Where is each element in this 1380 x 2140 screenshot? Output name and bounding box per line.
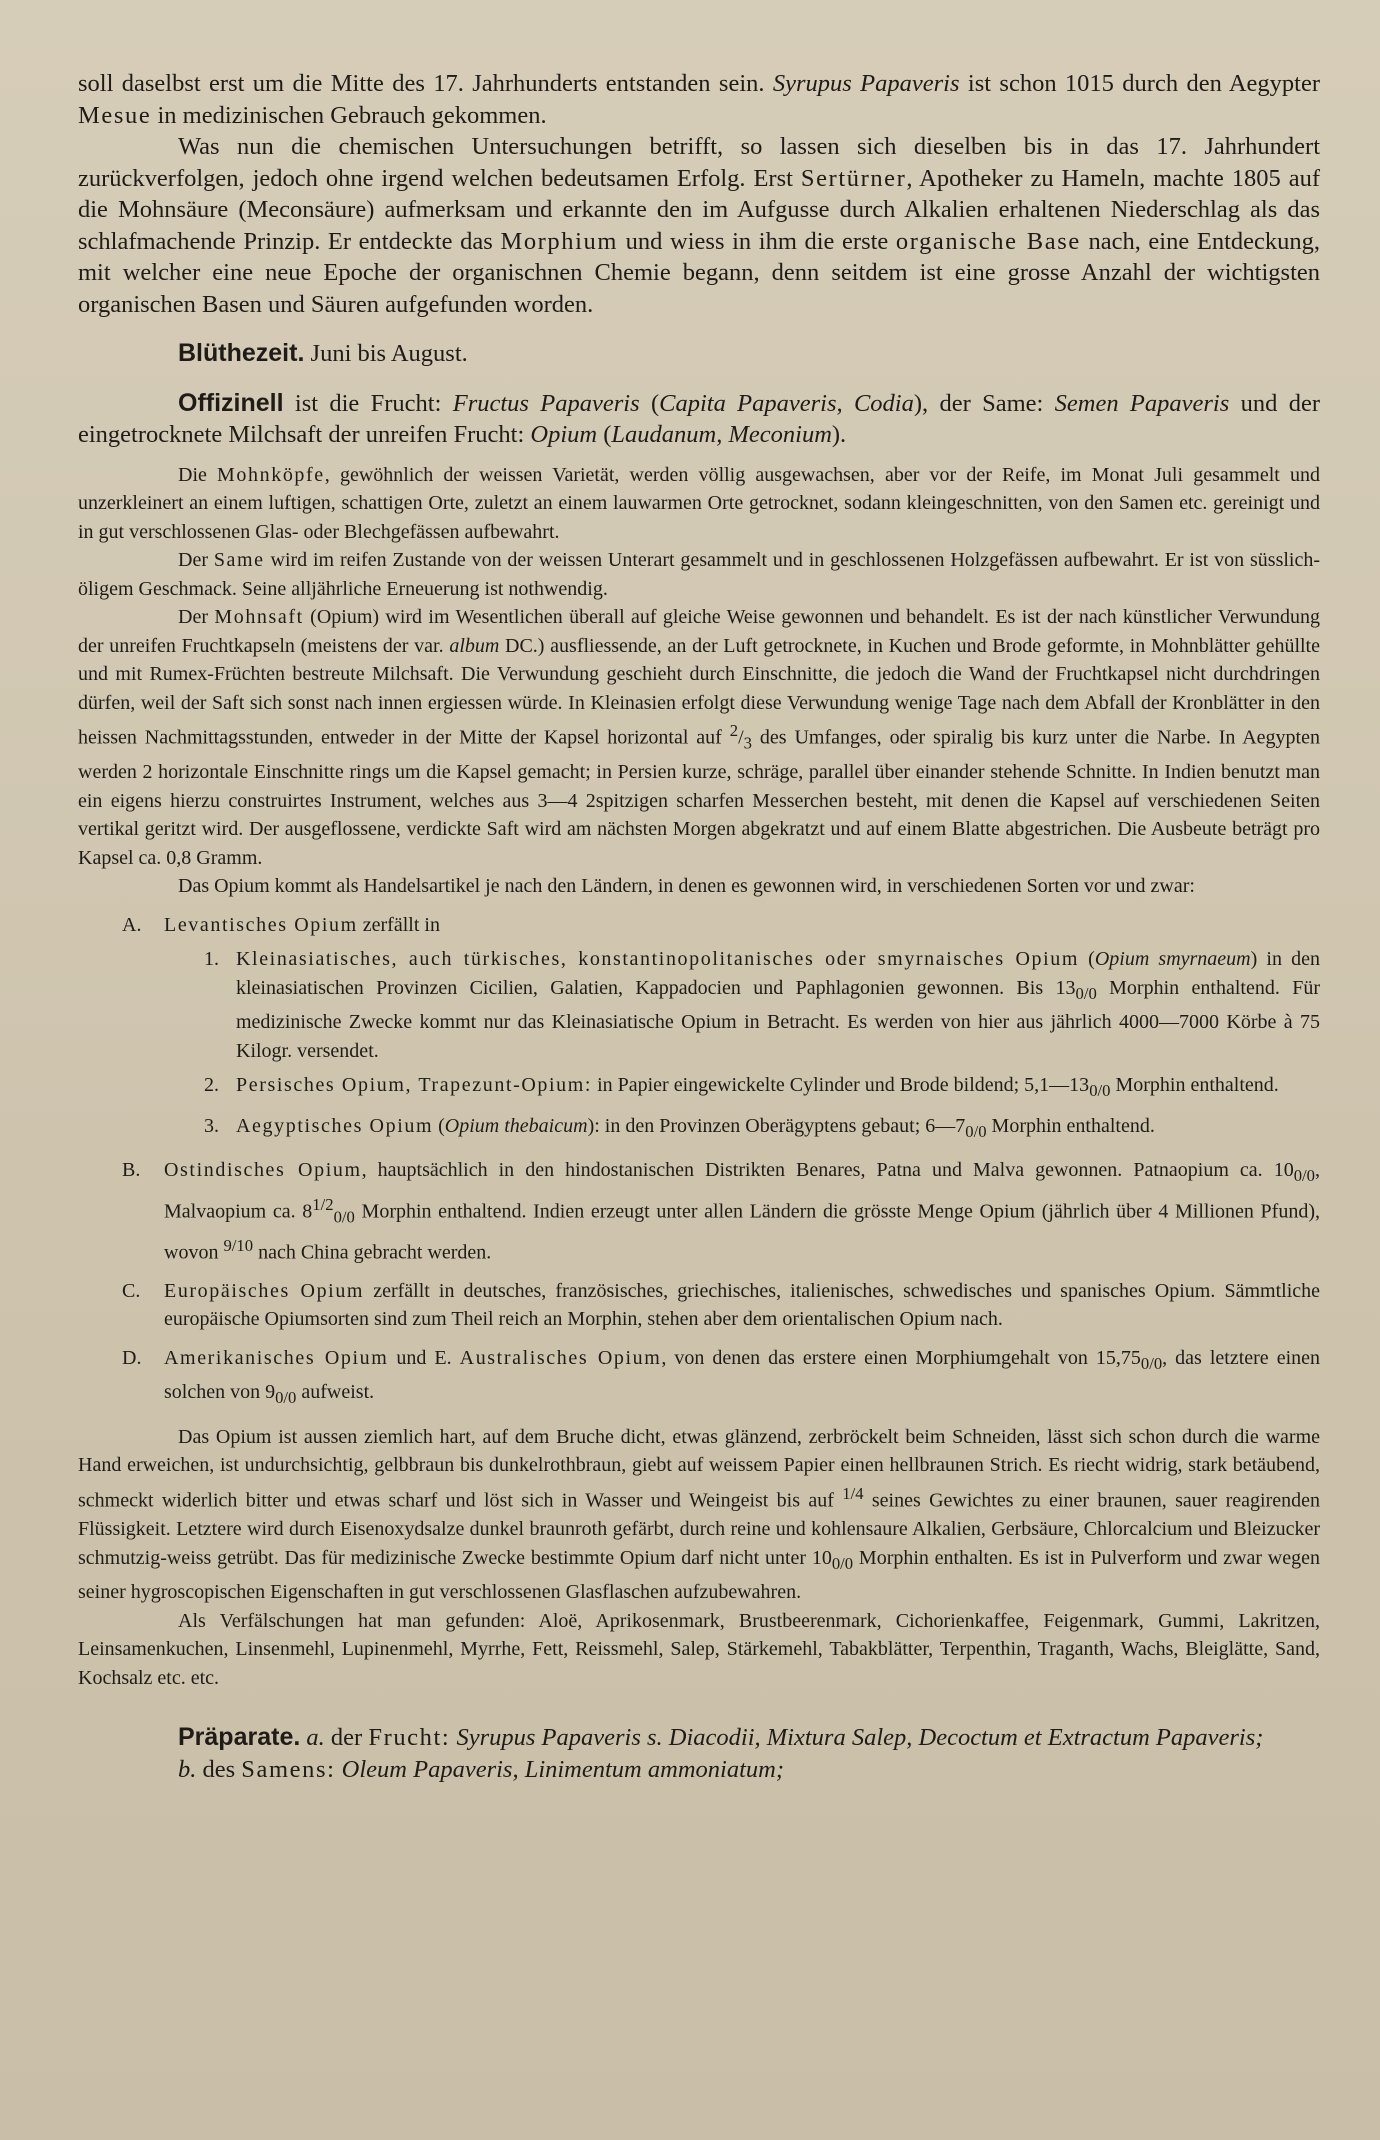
text-run: Die	[178, 463, 218, 486]
text-run: ): in den Provinzen Oberägyptens gebaut; 6—7	[587, 1114, 966, 1137]
opium-sorts-list-cont	[122, 1156, 1320, 1413]
text-run: Morphin enthaltend. Indien erzeugt unter allen Ländern die grösste Menge Opium (jährlich über 4 Millionen Pfund), wovon	[164, 1200, 1320, 1264]
percent-sign: 0/0	[1089, 1081, 1111, 1101]
sort-a-2	[204, 1071, 1320, 1106]
spaced-name: Mesue	[78, 101, 152, 129]
spaced-name: Levantisches Opium	[164, 913, 358, 936]
praeparate-paragraph	[78, 1722, 1320, 1754]
list-label: B.	[122, 1159, 141, 1182]
text-run: Der	[178, 606, 215, 628]
section-heading: Blüthezeit.	[178, 339, 305, 367]
list-label: b.	[178, 1755, 197, 1783]
text-run: , gewöhnlich der weissen Varietät, werden völlig ausgewachsen, aber vor der Reife, im Monat Juli gesammelt und unzerkleinert an einem luftigen, schattigen Orte, zuletzt an einem lauwarmen Orte getrocknet, sodann kleingeschnitten, von den Samen etc. gereinigt und in gut verschlossenen Glas- oder Blechgefässen aufbewahrt.	[78, 463, 1320, 543]
text-run: ) in den kleinasiatischen Provinzen Cicilien, Galatien, Kappadocien und Paphlagonien gewonnen. Bis 13	[236, 948, 1320, 999]
spaced-name: Aegyptisches Opium	[236, 1114, 434, 1137]
mohnsaft-paragraph	[78, 603, 1320, 872]
text-run: wird im reifen Zustande von der weissen Unterart gesammelt und in geschlossenen Holzgefässen aufbewahrt. Er ist von süsslich-öligem Geschmack. Seine alljährliche Erneuerung ist nothwendig.	[78, 549, 1320, 600]
spaced-name: Frucht:	[368, 1724, 451, 1752]
mohnkoepfe-paragraph	[78, 461, 1320, 547]
text-run: ist die Frucht:	[283, 389, 453, 417]
text-run: Morphin enthalten. Es ist in Pulverform und zwar wegen seiner hygroscopischen Eigenschaften in gut verschlossenen Glasflaschen aufzubewahren.	[78, 1546, 1320, 1604]
text-run: (	[639, 389, 660, 417]
text-run: (	[1079, 948, 1095, 971]
text-run: Morphin enthaltend. Für medizinische Zwecke kommt nur das Kleinasiatische Opium in Betracht. Es werden von hier aus jährlich 4000—7000 Körbe à 75 Kilogr. versendet.	[236, 976, 1320, 1062]
sort-a	[122, 911, 1320, 940]
text-run: und der eingetrocknete Milchsaft der unreifen Frucht:	[78, 389, 1320, 448]
fraction: 1/2	[312, 1194, 334, 1214]
text-run: nach, eine Entdeckung, mit welcher eine neue Epoche der organischnen Chemie begann, denn seitdem ist eine grosse Anzahl der wichtigsten organischen Basen und Säuren aufgefunden worden.	[78, 227, 1321, 318]
sort-d	[122, 1344, 1320, 1413]
text-run: , Malvaopium ca. 8	[164, 1159, 1320, 1223]
same-paragraph	[78, 546, 1320, 603]
italic-term: Syrupus Papaveris	[772, 70, 960, 97]
spaced-name: Kleinasiatisches, auch türkisches, konstantinopolitanisches oder smyrnaisches Opium	[236, 948, 1080, 971]
text-run: (	[433, 1114, 445, 1137]
intro-paragraph	[78, 68, 1320, 131]
spaced-name: Australisches Opium	[459, 1346, 662, 1369]
text-run: ist schon 1015 durch den Aegypter	[959, 70, 1320, 97]
percent-sign: 0/0	[965, 1121, 987, 1141]
text-run: nach China gebracht werden.	[253, 1241, 492, 1264]
text-run: des Umfanges, oder spiralig bis kurz unter die Narbe. In Aegypten werden 2 horizontale Einschnitte rings um die Kapsel gemacht; in Persien kurze, schräge, parallel über einander stehende Schnitte. In Indien benutzt man ein eigens hierzu construirtes Instrument, welches aus 3—4 2spitzigen scharfen Messerchen besteht, mit denen die Kapsel auf verschiedenen Seiten vertikal geritzt wird. Der ausgeflossene, verdickte Saft wird am nächsten Morgen abgekratzt und auf einem Blatte abgestrichen. Die Ausbeute beträgt pro Kapsel ca. 0,8 Gramm.	[78, 726, 1320, 869]
list-label: 3.	[204, 1114, 219, 1137]
text-run: Das Opium ist aussen ziemlich hart, auf dem Bruche dicht, etwas glänzend, zerbröckelt beim Schneiden, lässt sich schon durch die warme Hand erweichen, ist undurchsichtig, gelbbraun bis dunkelrothbraun, giebt auf weissem Papier einen hellbraunen Strich. Es riecht widrig, stark betäubend, schmeckt widerlich bitter und etwas scharf und löst sich in Wasser und Weingeist bis auf	[78, 1425, 1320, 1512]
text-run: aufweist.	[296, 1381, 375, 1404]
spaced-name: Mohnköpfe	[217, 463, 325, 486]
sort-b	[122, 1156, 1320, 1267]
list-label: 2.	[204, 1074, 219, 1097]
spaced-name: Samens:	[241, 1755, 336, 1783]
percent-sign: 0/0	[1140, 1353, 1163, 1373]
italic-term: Oleum Papaveris, Linimentum ammoniatum;	[341, 1755, 784, 1783]
fraction-denominator: 3	[743, 733, 752, 753]
text-run: (Opium) wird im Wesentlichen überall auf gleiche Weise gewonnen und behandelt. Es ist der nach künstlicher Verwundung der unreifen Fruchtkapseln (meistens der var.	[78, 606, 1321, 657]
levant-sublist	[204, 945, 1320, 1146]
fraction-numerator: 2	[729, 721, 739, 740]
list-label: D.	[122, 1346, 142, 1369]
sort-a-3	[204, 1112, 1320, 1147]
text-run: , hauptsächlich in den hindostanischen Distrikten Benares, Patna und Malva gewonnen. Patnaopium ca. 10	[361, 1159, 1294, 1182]
text-run: der	[324, 1724, 369, 1752]
text-run: , Apotheker zu Hameln, machte 1805 auf die Mohnsäure (Meconsäure) aufmerksam und erkannte den im Aufgusse durch Alkalien erhaltenen Niederschlag als das schlafmachende Prinzip. Er entdeckte das	[78, 164, 1320, 255]
italic-term: Semen Papaveris	[1054, 389, 1230, 417]
text-run: Was nun die chemischen Untersuchungen betrifft, so lassen sich dieselben bis in das 17. Jahrhundert zurückverfolgen, jedoch ohne irgend welchen bedeutsamen Erfolg. Erst	[78, 133, 1320, 192]
text-run: des	[196, 1755, 242, 1783]
chemistry-paragraph	[78, 131, 1320, 320]
text-run: Morphin enthaltend.	[986, 1114, 1155, 1137]
text-run: Der	[178, 549, 214, 571]
text-run: soll daselbst erst um die Mitte des 17. Jahrhunderts entstanden sein.	[78, 70, 773, 97]
percent-sign: 0/0	[1293, 1166, 1315, 1186]
spaced-name: Amerikanisches Opium	[164, 1346, 389, 1369]
spaced-name: Morphium	[500, 227, 619, 255]
offizinell-paragraph	[78, 388, 1320, 451]
opium-sorts-list	[122, 911, 1320, 940]
text-run: zerfällt in	[357, 913, 440, 936]
spaced-name: Ostindisches Opium	[164, 1159, 362, 1182]
spaced-name: Mohnsaft	[214, 606, 304, 628]
text-run: (	[597, 421, 612, 448]
text-run: in Papier eingewickelte Cylinder und Brode bildend; 5,1—13	[592, 1074, 1090, 1097]
percent-sign: 0/0	[275, 1388, 297, 1408]
section-heading: Offizinell	[178, 388, 284, 417]
sort-a-1	[204, 945, 1320, 1065]
text-run: seines Gewichtes zu einer braunen, sauer reagirenden Flüssigkeit. Letztere wird durch Eisenoxydsalze dunkel braunroth gefärbt, durch reine und kohlensaure Alkalien, Gerbsäure, Chlorcalcium und Bleizucker schmutzig-weiss getrübt. Das für medizinische Zwecke bestimmte Opium darf nicht unter 10	[78, 1489, 1321, 1569]
text-run: und wiess in ihm die erste	[618, 227, 896, 255]
italic-term: Fructus Papaveris	[452, 389, 640, 417]
bluethezeit-paragraph	[78, 338, 1320, 370]
list-label: 1.	[204, 948, 219, 971]
text-run: Juni bis August.	[304, 340, 468, 367]
handel-paragraph: Das Opium kommt als Handelsartikel je nach den Ländern, in denen es gewonnen wird, in verschiedenen Sorten vor und zwar:	[178, 875, 1195, 898]
italic-term: album	[449, 634, 500, 657]
italic-term: Opium thebaicum	[444, 1114, 588, 1137]
text-run: ).	[831, 421, 847, 448]
italic-term: Opium	[530, 421, 598, 448]
percent-sign: 0/0	[1075, 983, 1097, 1003]
text-run: , von denen das erstere einen Morphiumgehalt von 15,75	[661, 1346, 1141, 1369]
spaced-name: Sertürner	[800, 164, 907, 192]
italic-term: Opium smyrnaeum	[1094, 948, 1251, 971]
section-heading: Präparate.	[178, 1723, 301, 1752]
fraction: 9/10	[223, 1235, 254, 1255]
text-run: , das letztere einen solchen von 9	[164, 1346, 1320, 1404]
spaced-name: organische Base	[895, 227, 1081, 255]
praeparate-b-paragraph	[78, 1754, 1320, 1786]
spaced-name: Same	[213, 549, 265, 571]
spaced-name: Europäisches Opium	[164, 1279, 365, 1302]
eigenschaften-paragraph	[78, 1423, 1320, 1607]
text-run: in medizinischen Gebrauch gekommen.	[151, 101, 547, 129]
text-run: ), der Same:	[913, 389, 1055, 417]
fraction: 1/4	[842, 1483, 864, 1503]
text-run: und E.	[388, 1346, 460, 1369]
text-run: zerfällt in deutsches, französisches, griechisches, italienisches, schwedisches und spanisches Opium. Sämmtliche europäische Opiumsorten sind zum Theil reich an Morphin, stehen aber dem orientalischen Opium nach.	[164, 1279, 1320, 1331]
text-run: Morphin enthaltend.	[1110, 1074, 1279, 1097]
sort-c	[122, 1277, 1320, 1334]
italic-term: Capita Papaveris, Codia	[659, 389, 914, 417]
spaced-name: Persisches Opium, Trapezunt-Opium:	[236, 1074, 593, 1097]
list-label: C.	[122, 1279, 141, 1302]
list-label: a.	[306, 1724, 325, 1752]
text-run: DC.) ausfliessende, an der Luft getrocknete, in Kuchen und Brode geformte, in Mohnblätter gehüllte und mit Rumex-Früchten bestreute Milchsaft. Die Verwundung geschieht durch Einschnitte, die jedoch die Wand der Fruchtkapsel nicht durchdringen dürfen, weil der Saft sich sonst nach innen ergiessen würde. In Kleinasien erfolgt diese Verwundung wenige Tage nach dem Abfall der Kronblätter in den heissen Nachmittagsstunden, entweder in der Mitte der Kapsel horizontal auf	[78, 634, 1320, 749]
percent-sign: 0/0	[831, 1553, 854, 1573]
verfaelschungen-paragraph: Als Verfälschungen hat man gefunden: Aloë, Aprikosenmark, Brustbeerenmark, Cichorienkaffee, Feigenmark, Gummi, Lakritzen, Leinsamenkuchen, Linsenmehl, Lupinenmehl, Myrrhe, Fett, Reissmehl, Salep, Stärkemehl, Tabakblätter, Terpenthin, Traganth, Wachs, Bleiglätte, Sand, Kochsalz etc. etc.	[78, 1609, 1320, 1689]
fraction-slash: /	[738, 726, 744, 749]
percent-sign: 0/0	[333, 1207, 355, 1227]
italic-term: Laudanum, Meconium	[611, 421, 832, 448]
list-label: A.	[122, 913, 142, 936]
italic-term: Syrupus Papaveris s. Diacodii, Mixtura Salep, Decoctum et Extractum Papaveris;	[456, 1724, 1264, 1752]
